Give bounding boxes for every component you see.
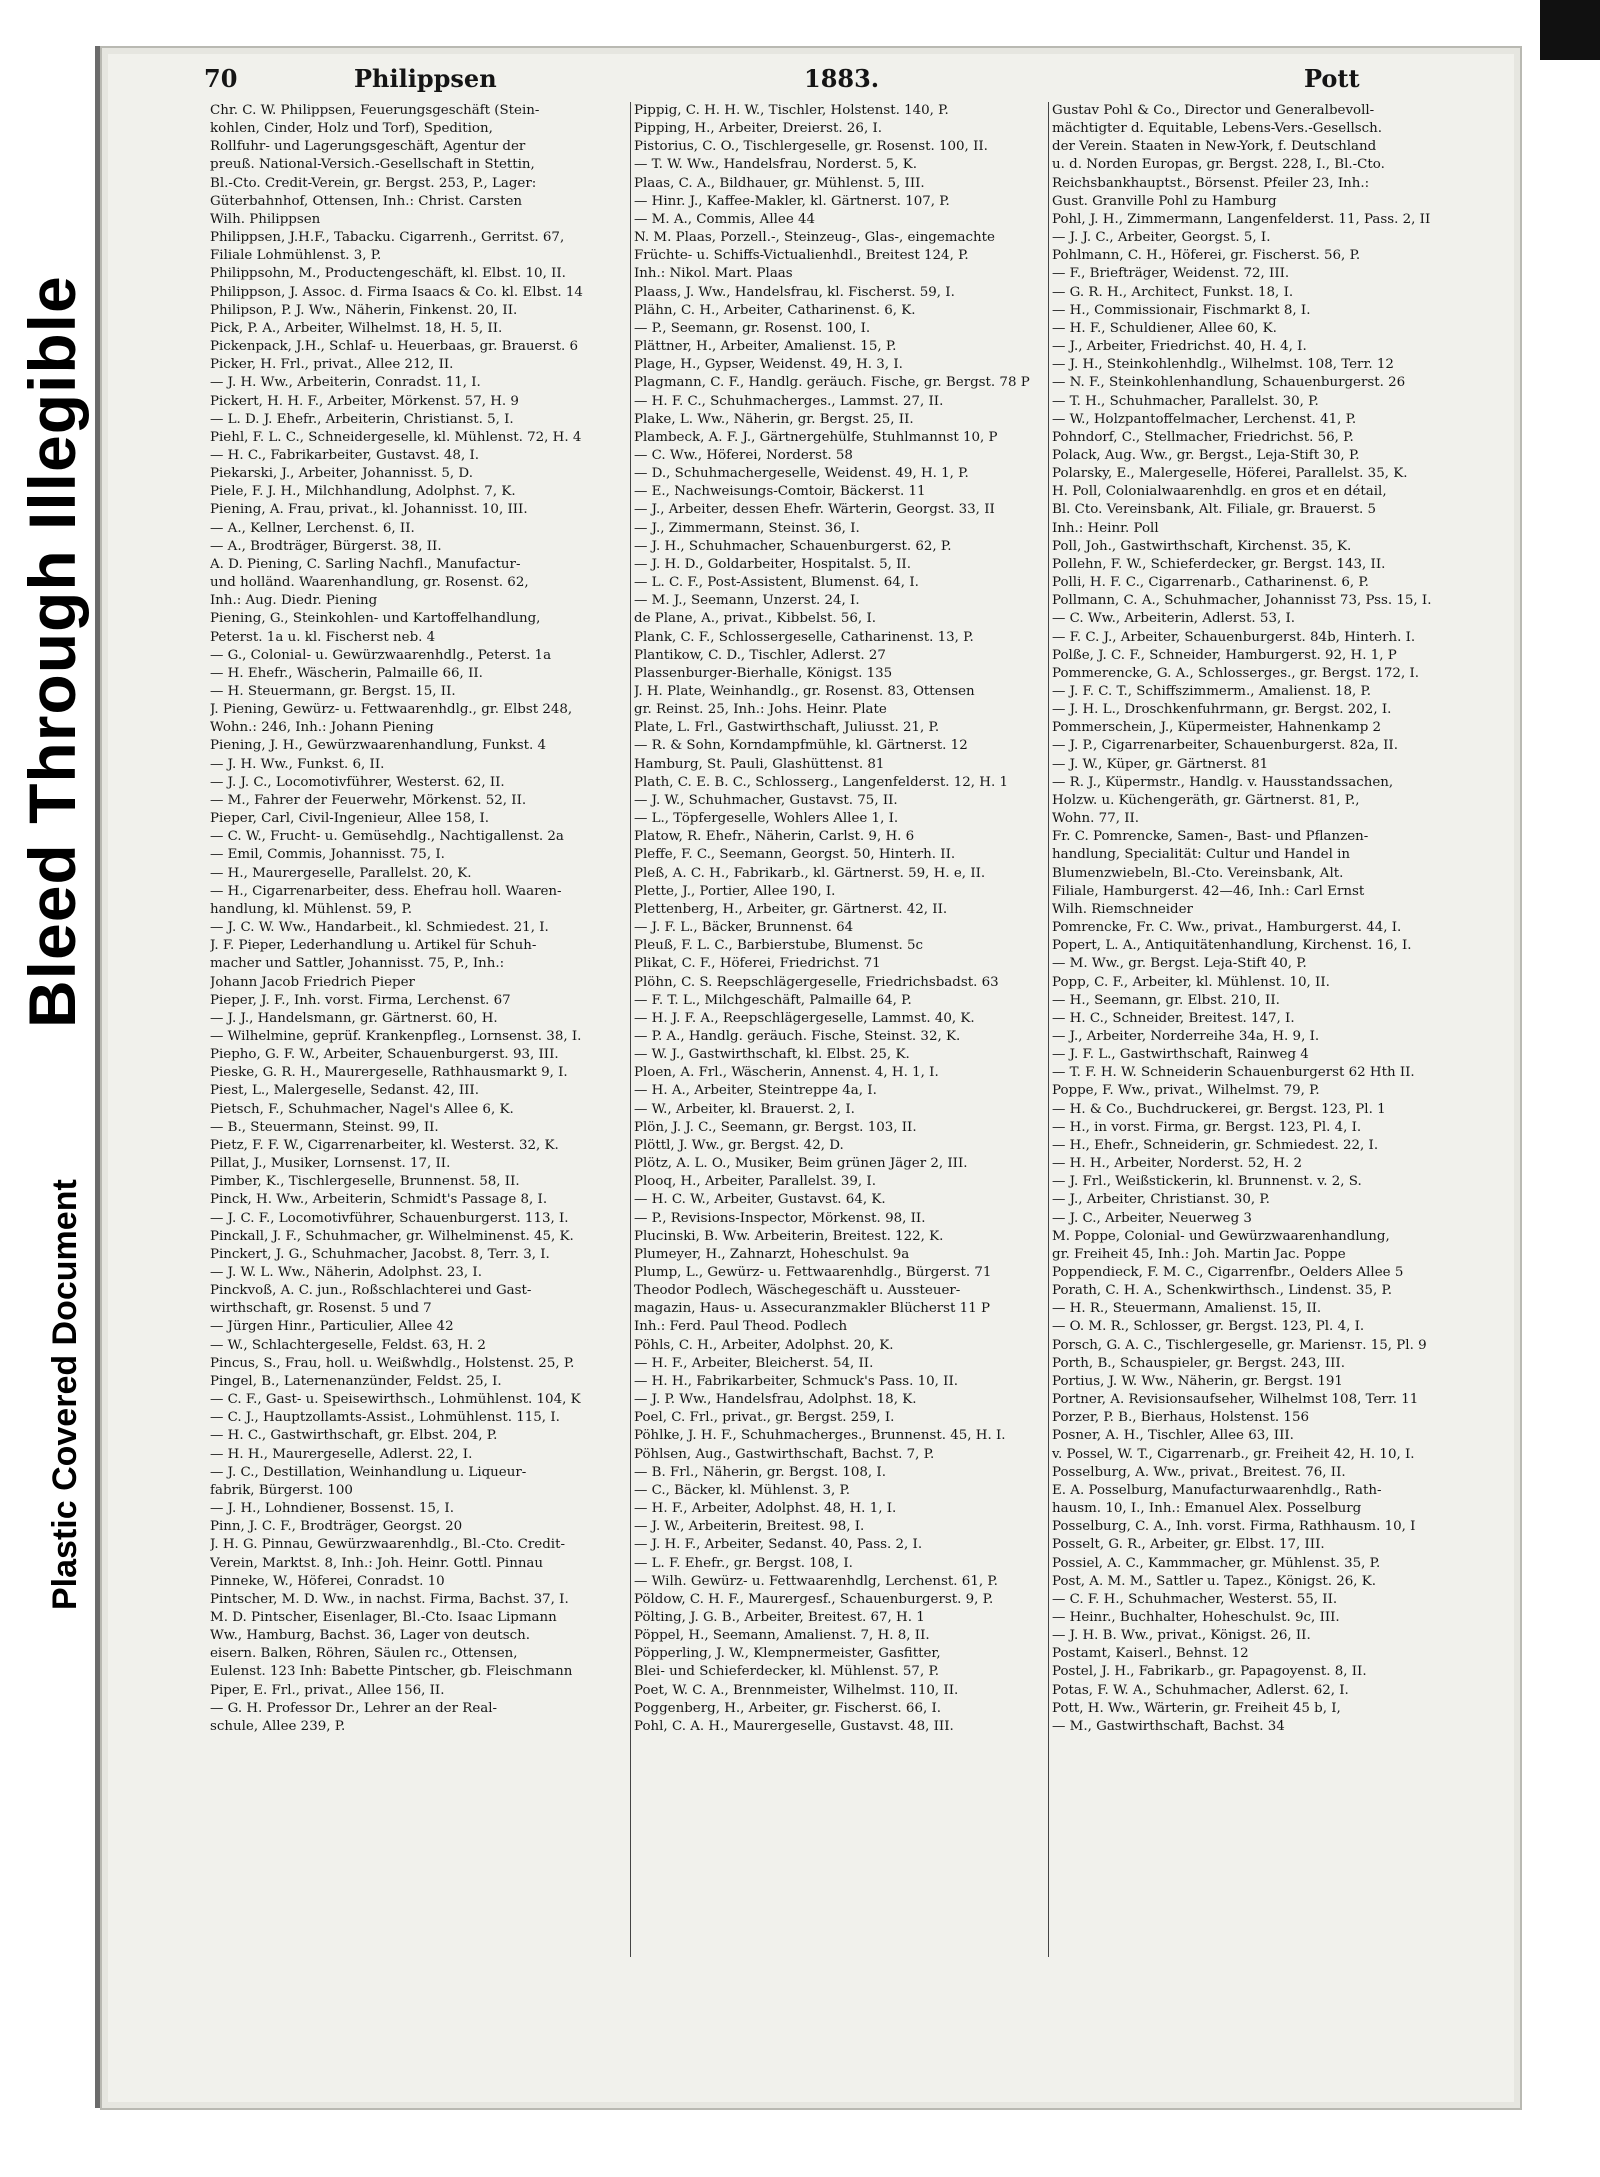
directory-entry-line: — L., Töpfergeselle, Wohlers Allee 1, I.: [634, 811, 899, 827]
directory-entry-line: Pohlmann, C. H., Höferei, gr. Fischerst. 56, P.: [1052, 248, 1361, 264]
directory-entry-line: — H. Ehefr., Wäscherin, Palmaille 66, II.: [210, 665, 483, 681]
directory-entry-line: Blei- und Schieferdecker, kl. Mühlenst. 57, P.: [634, 1664, 940, 1680]
directory-entry-line: A. D. Piening, C. Sarling Nachfl., Manufactur-: [210, 556, 521, 572]
directory-entry-line: — R. J., Küpermstr., Handlg. v. Hausstandssachen,: [1052, 774, 1394, 790]
directory-entry-line: Philipson, P. J. Ww., Näherin, Finkenst. 20, II.: [210, 302, 518, 318]
directory-entry-line: Pinneke, W., Höferei, Conradst. 10: [210, 1573, 445, 1589]
directory-entry-line: Pinckert, J. G., Schuhmacher, Jacobst. 8, Terr. 3, I.: [210, 1246, 550, 1262]
directory-entry-line: M. Poppe, Colonial- und Gewürzwaarenhandlung,: [1052, 1228, 1390, 1244]
directory-entry-line: Pohndorf, C., Stellmacher, Friedrichst. 56, P.: [1052, 429, 1354, 445]
directory-entry-line: — H. J. F. A., Reepschlägergeselle, Lammst. 40, K.: [634, 1010, 975, 1026]
directory-entry-line: — A., Kellner, Lerchenst. 6, II.: [210, 520, 415, 536]
directory-entry-line: Pieper, J. F., Inh. vorst. Firma, Lerchenst. 67: [210, 992, 511, 1008]
directory-entry-line: Inh.: Nikol. Mart. Plaas: [634, 266, 793, 282]
directory-entry-line: Pleß, A. C. H., Fabrikarb., kl. Gärtnerst. 59, H. e, II.: [634, 865, 986, 881]
directory-entry-line: Pöppel, H., Seemann, Amalienst. 7, H. 8, II.: [634, 1628, 930, 1644]
directory-entry-line: Pott, H. Ww., Wärterin, gr. Freiheit 45 b, I,: [1052, 1700, 1341, 1716]
directory-entry-line: — B. Frl., Näherin, gr. Bergst. 108, I.: [634, 1464, 886, 1480]
directory-entry-line: — J., Arbeiter, Christianst. 30, P.: [1052, 1192, 1270, 1208]
directory-entry-line: Polli, H. F. C., Cigarrenarb., Catharinenst. 6, P.: [1052, 575, 1369, 591]
directory-entry-line: — H. H., Fabrikarbeiter, Schmuck's Pass. 10, II.: [634, 1373, 959, 1389]
directory-entry-line: — F., Briefträger, Weidenst. 72, III.: [1052, 266, 1290, 282]
directory-entry-line: — P., Revisions-Inspector, Mörkenst. 98, II.: [634, 1210, 926, 1226]
directory-entry-line: M. D. Pintscher, Eisenlager, Bl.-Cto. Isaac Lipmann: [210, 1609, 557, 1625]
directory-entry-line: Pöhls, C. H., Arbeiter, Adolphst. 20, K.: [634, 1337, 894, 1353]
directory-entry-line: Posner, A. H., Tischler, Allee 63, III.: [1052, 1428, 1294, 1444]
directory-entry-line: Plumeyer, H., Zahnarzt, Hoheschulst. 9a: [634, 1246, 910, 1262]
directory-entry-line: — M., Gastwirthschaft, Bachst. 34: [1052, 1718, 1285, 1734]
directory-entry-line: fabrik, Bürgerst. 100: [210, 1482, 353, 1498]
directory-entry-line: Pölting, J. G. B., Arbeiter, Breitest. 67, H. 1: [634, 1609, 925, 1625]
directory-entry-line: Pippig, C. H. H. W., Tischler, Holstenst. 140, P.: [634, 103, 949, 118]
column-divider: [630, 102, 631, 1957]
directory-entry-line: — J. H. Ww., Arbeiterin, Conradst. 11, I.: [210, 375, 481, 391]
directory-entry-line: Postamt, Kaiserl., Behnst. 12: [1052, 1646, 1249, 1662]
directory-entry-line: Platow, R. Ehefr., Näherin, Carlst. 9, H. 6: [634, 829, 915, 845]
directory-entry-line: — D., Schuhmachergeselle, Weidenst. 49, H. 1, P.: [634, 466, 969, 482]
directory-entry-line: — H. R., Steuermann, Amalienst. 15, II.: [1052, 1301, 1322, 1317]
directory-entry-line: — H., Cigarrenarbeiter, dess. Ehefrau holl. Waaren-: [210, 883, 562, 899]
directory-entry-line: — L. C. F., Post-Assistent, Blumenst. 64, I.: [634, 575, 919, 591]
directory-entry-line: — C. F., Gast- u. Speisewirthsch., Lohmühlenst. 104, K: [210, 1392, 581, 1408]
directory-entry-line: Piest, L., Malergeselle, Sedanst. 42, III.: [210, 1083, 479, 1099]
directory-entry-line: Piper, E. Frl., privat., Allee 156, II.: [210, 1682, 445, 1698]
directory-entry-line: — J. C., Destillation, Weinhandlung u. Liqueur-: [210, 1464, 527, 1480]
directory-entry-line: Bl.-Cto. Credit-Verein, gr. Bergst. 253, P., Lager:: [210, 175, 537, 191]
directory-entry-line: Pinck, H. Ww., Arbeiterin, Schmidt's Passage 8, I.: [210, 1192, 548, 1208]
directory-entry-line: Poppe, F. Ww., privat., Wilhelmst. 79, P.: [1052, 1083, 1320, 1099]
directory-entry-line: Pöldow, C. H. F., Maurergesf., Schauenburgerst. 9, P.: [634, 1591, 994, 1607]
directory-entry-line: Plate, L. Frl., Gastwirthschaft, Juliusst. 21, P.: [634, 720, 940, 736]
directory-entry-line: Chr. C. W. Philippsen, Feuerungsgeschäft (Stein-: [210, 103, 540, 118]
directory-entry-line: Filiale Lohmühlenst. 3, P.: [210, 248, 382, 264]
directory-entry-line: wirthschaft, gr. Rosenst. 5 und 7: [210, 1301, 432, 1317]
directory-entry-line: Plump, L., Gewürz- u. Fettwaarenhdlg., Bürgerst. 71: [634, 1265, 992, 1280]
directory-entry-line: Fr. C. Pomrencke, Samen-, Bast- und Pflanzen-: [1052, 829, 1369, 845]
directory-entry-line: Wohn. 77, II.: [1052, 811, 1140, 827]
directory-entry-line: Pipping, H., Arbeiter, Dreierst. 26, I.: [634, 121, 883, 137]
directory-entry-line: und holländ. Waarenhandlung, gr. Rosenst. 62,: [210, 575, 529, 591]
directory-entry-line: Piepho, G. F. W., Arbeiter, Schauenburgerst. 93, III.: [210, 1047, 559, 1063]
directory-entry-line: — H. F., Schuldiener, Allee 60, K.: [1052, 320, 1277, 336]
directory-entry-line: N. M. Plaas, Porzell.-, Steinzeug-, Glas-, eingemachte: [634, 230, 995, 246]
directory-entry-line: Posselburg, C. A., Inh. vorst. Firma, Rathhausm. 10, I: [1052, 1519, 1416, 1535]
directory-entry-line: Wilh. Philippsen: [210, 211, 321, 227]
directory-entry-line: — H. C. W., Arbeiter, Gustavst. 64, K.: [634, 1192, 886, 1208]
directory-entry-line: — L. F. Ehefr., gr. Bergst. 108, I.: [634, 1555, 853, 1571]
directory-entry-line: Pinckall, J. F., Schuhmacher, gr. Wilhelminenst. 45, K.: [210, 1228, 574, 1244]
directory-entry-line: hausm. 10, I., Inh.: Emanuel Alex. Posselburg: [1052, 1501, 1362, 1517]
directory-entry-line: macher und Sattler, Johannisst. 75, P., Inh.:: [210, 956, 505, 972]
directory-entry-line: Plagmann, C. F., Handlg. geräuch. Fische, gr. Bergst. 78 P: [634, 375, 1030, 391]
directory-entry-line: Ww., Hamburg, Bachst. 36, Lager von deutsch.: [210, 1628, 531, 1644]
directory-entry-line: Eulenst. 123 Inh: Babette Pintscher, gb. Fleischmann: [210, 1664, 573, 1680]
directory-entry-line: Poll, Joh., Gastwirthschaft, Kirchenst. 35, K.: [1052, 538, 1352, 554]
directory-entry-line: Philippsen, J.H.F., Tabacku. Cigarrenh., Gerritst. 67,: [210, 230, 565, 246]
directory-entry-line: Pietsch, F., Schuhmacher, Nagel's Allee 6, K.: [210, 1101, 514, 1117]
directory-entry-line: Porsch, G. A. C., Tischlergeselle, gr. Mariensт. 15, Pl. 9: [1052, 1337, 1427, 1353]
directory-entry-line: u. d. Norden Europas, gr. Bergst. 228, I., Bl.-Cto.: [1052, 157, 1385, 173]
directory-entry-line: — R. & Sohn, Korndampfmühle, kl. Gärtnerst. 12: [634, 738, 968, 754]
directory-entry-line: v. Possel, W. T., Cigarrenarb., gr. Freiheit 42, H. 10, I.: [1052, 1446, 1415, 1462]
directory-entry-line: Plooq, H., Arbeiter, Parallelst. 39, I.: [634, 1174, 876, 1190]
directory-entry-line: Pickenpack, J.H., Schlaf- u. Heuerbaas, gr. Brauerst. 6: [210, 339, 579, 355]
directory-entry-line: Poel, C. Frl., privat., gr. Bergst. 259, I.: [634, 1410, 895, 1426]
directory-entry-line: Holzw. u. Küchengeräth, gr. Gärtnerst. 81, P.,: [1052, 792, 1360, 808]
directory-entry-line: Pommerencke, G. A., Schlosserges., gr. Bergst. 172, I.: [1052, 665, 1420, 681]
directory-entry-line: Pommerschein, J., Küpermeister, Hahnenkamp 2: [1052, 720, 1382, 736]
directory-entry-line: — W., Schlachtergeselle, Feldst. 63, H. 2: [210, 1337, 486, 1353]
directory-entry-line: E. A. Posselburg, Manufacturwaarenhdlg., Rath-: [1052, 1482, 1382, 1498]
directory-entry-line: — B., Steuermann, Steinst. 99, II.: [210, 1119, 439, 1135]
directory-entry-line: — J. H. Ww., Funkst. 6, II.: [210, 756, 385, 772]
directory-entry-line: — C. Ww., Arbeiterin, Adlerst. 53, I.: [1052, 611, 1296, 627]
directory-entry-line: Popert, L. A., Antiquitätenhandlung, Kirchenst. 16, I.: [1052, 938, 1412, 954]
directory-entry-line: — H. & Co., Buchdruckerei, gr. Bergst. 123, Pl. 1: [1052, 1101, 1386, 1117]
directory-entry-line: — G. R. H., Architect, Funkst. 18, I.: [1052, 284, 1294, 300]
directory-column-1: [210, 102, 628, 1736]
directory-entry-line: Hamburg, St. Pauli, Glashüttenst. 81: [634, 756, 885, 772]
directory-entry-line: J. H. Plate, Weinhandlg., gr. Rosenst. 83, Ottensen: [634, 684, 975, 699]
directory-entry-line: Plassenburger-Bierhalle, Königst. 135: [634, 665, 893, 681]
directory-entry-line: — W. J., Gastwirthschaft, kl. Elbst. 25, K.: [634, 1047, 910, 1063]
directory-entry-line: Pohl, J. H., Zimmermann, Langenfelderst. 11, Pass. 2, II: [1052, 211, 1431, 227]
directory-entry-line: Plette, J., Portier, Allee 190, I.: [634, 883, 836, 899]
directory-entry-line: Pieper, Carl, Civil-Ingenieur, Allee 158, I.: [210, 811, 490, 827]
directory-entry-line: — J. J., Handelsmann, gr. Gärtnerst. 60, H.: [210, 1010, 498, 1026]
directory-entry-line: Piele, F. J. H., Milchhandlung, Adolphst. 7, K.: [210, 484, 516, 500]
directory-entry-line: — W., Holzpantoffelmacher, Lerchenst. 41, P.: [1052, 411, 1357, 427]
directory-entry-line: preuß. National-Versich.-Gesellschaft in Stettin,: [210, 157, 535, 173]
directory-entry-line: — C. W., Frucht- u. Gemüsehdlg., Nachtigallenst. 2a: [210, 829, 564, 845]
directory-column-3: [1052, 102, 1472, 1736]
directory-entry-line: Piening, A. Frau, privat., kl. Johannisst. 10, III.: [210, 502, 528, 518]
directory-entry-line: — H. A., Arbeiter, Steintreppe 4a, I.: [634, 1083, 877, 1099]
directory-entry-line: — J. J. C., Locomotivführer, Westerst. 62, II.: [210, 774, 505, 790]
directory-entry-line: Wohn.: 246, Inh.: Johann Piening: [210, 720, 434, 736]
directory-entry-line: Philippsohn, M., Productengeschäft, kl. Elbst. 10, II.: [210, 266, 566, 282]
plastic-covered-stamp: Plastic Covered Document: [46, 1179, 84, 1610]
directory-entry-line: — Wilh. Gewürz- u. Fettwaarenhdlg, Lerchenst. 61, P.: [634, 1573, 998, 1589]
directory-entry-line: Plikat, C. F., Höferei, Friedrichst. 71: [634, 956, 881, 972]
directory-entry-line: — H. C., Fabrikarbeiter, Gustavst. 48, I.: [210, 447, 480, 463]
directory-entry-line: Filiale, Hamburgerst. 42—46, Inh.: Carl Ernst: [1052, 883, 1365, 899]
directory-entry-line: Plöhn, C. S. Reepschlägergeselle, Friedrichsbadst. 63: [634, 974, 999, 990]
directory-entry-line: — T. H., Schuhmacher, Parallelst. 30, P.: [1052, 393, 1319, 409]
directory-entry-line: Potas, F. W. A., Schuhmacher, Adlerst. 62, I.: [1052, 1682, 1349, 1698]
directory-entry-line: Pollehn, F. W., Schieferdecker, gr. Bergst. 143, II.: [1052, 556, 1386, 572]
directory-entry-line: Gust. Granville Pohl zu Hamburg: [1052, 193, 1277, 209]
directory-entry-line: Plaas, C. A., Bildhauer, gr. Mühlenst. 5, III.: [634, 175, 925, 191]
directory-entry-line: Plättner, H., Arbeiter, Amalienst. 15, P.: [634, 339, 897, 355]
directory-entry-line: — J. W., Arbeiterin, Breitest. 98, I.: [634, 1519, 865, 1535]
directory-entry-line: Plage, H., Gypser, Weidenst. 49, H. 3, I.: [634, 357, 903, 373]
directory-entry-line: Plath, C. E. B. C., Schlosserg., Langenfelderst. 12, H. 1: [634, 774, 1009, 790]
directory-entry-line: — H., Seemann, gr. Elbst. 210, II.: [1052, 992, 1280, 1008]
directory-entry-line: — J. F. L., Bäcker, Brunnenst. 64: [634, 920, 854, 936]
directory-entry-line: J. H. G. Pinnau, Gewürzwaarenhdlg., Bl.-Cto. Credit-: [210, 1537, 565, 1553]
directory-entry-line: — N. F., Steinkohlenhandlung, Schauenburgerst. 26: [1052, 375, 1406, 391]
directory-entry-line: Pöhlke, J. H. F., Schuhmacherges., Brunnenst. 45, H. I.: [634, 1428, 1006, 1444]
directory-entry-line: de Plane, A., privat., Kibbelst. 56, I.: [634, 611, 876, 627]
directory-entry-line: — W., Arbeiter, kl. Brauerst. 2, I.: [634, 1101, 855, 1117]
directory-entry-line: — H., Ehefr., Schneiderin, gr. Schmiedest. 22, I.: [1052, 1137, 1379, 1153]
directory-entry-line: — M. Ww., gr. Bergst. Leja-Stift 40, P.: [1052, 956, 1307, 972]
directory-entry-line: Pohl, C. A. H., Maurergeselle, Gustavst. 48, III.: [634, 1718, 954, 1734]
directory-entry-line: Wilh. Riemschneider: [1052, 901, 1193, 917]
directory-entry-line: Possiel, A. C., Kammmacher, gr. Mühlenst. 35, P.: [1052, 1555, 1381, 1571]
header-year: 1883.: [804, 64, 880, 93]
directory-entry-line: Pingel, B., Laternenanzünder, Feldst. 25, I.: [210, 1373, 502, 1389]
directory-entry-line: Johann Jacob Friedrich Pieper: [210, 974, 415, 990]
directory-entry-line: Inh.: Ferd. Paul Theod. Podlech: [634, 1319, 848, 1335]
directory-entry-line: kohlen, Cinder, Holz und Torf), Spedition,: [210, 121, 493, 137]
directory-entry-line: Piehl, F. L. C., Schneidergeselle, kl. Mühlenst. 72, H. 4: [210, 429, 582, 445]
directory-entry-line: — J. H., Schuhmacher, Schauenburgerst. 62, P.: [634, 538, 952, 554]
directory-entry-line: Plötz, A. L. O., Musiker, Beim grünen Jäger 2, III.: [634, 1156, 968, 1172]
directory-entry-line: Pollmann, C. A., Schuhmacher, Johannisst 73, Pss. 15, I.: [1052, 593, 1432, 609]
directory-entry-line: Pick, P. A., Arbeiter, Wilhelmst. 18, H. 5, II.: [210, 320, 503, 336]
directory-entry-line: Plettenberg, H., Arbeiter, gr. Gärtnerst. 42, II.: [634, 901, 948, 917]
bleed-through-stamp: Bleed Through Illegible: [15, 275, 89, 1028]
directory-entry-line: Portner, A. Revisionsaufseher, Wilhelmst 108, Terr. 11: [1052, 1392, 1419, 1408]
directory-entry-line: — H., Maurergeselle, Parallelst. 20, K.: [210, 865, 472, 881]
directory-entry-line: Pimber, K., Tischlergeselle, Brunnenst. 58, II.: [210, 1174, 520, 1190]
directory-entry-line: Plake, L. Ww., Näherin, gr. Bergst. 25, II.: [634, 411, 914, 427]
directory-entry-line: — M. J., Seemann, Unzerst. 24, I.: [634, 593, 860, 609]
directory-entry-line: Pintscher, M. D. Ww., in nachst. Firma, Bachst. 37, I.: [210, 1591, 569, 1607]
directory-entry-line: eisern. Balken, Röhren, Säulen rc., Ottensen,: [210, 1646, 518, 1662]
directory-entry-line: — F. T. L., Milchgeschäft, Palmaille 64, P.: [634, 992, 912, 1008]
directory-entry-line: — J., Arbeiter, Friedrichst. 40, H. 4, I.: [1052, 339, 1307, 355]
directory-entry-line: Bl. Cto. Vereinsbank, Alt. Filiale, gr. Brauerst. 5: [1052, 502, 1377, 518]
directory-entry-line: Plähn, C. H., Arbeiter, Catharinenst. 6, K.: [634, 302, 916, 318]
directory-entry-line: mächtigter d. Equitable, Lebens-Vers.-Gesellsch.: [1052, 121, 1383, 137]
directory-entry-line: Pincus, S., Frau, holl. u. Weißwhdlg., Holstenst. 25, P.: [210, 1355, 575, 1371]
directory-entry-line: — J. H., Steinkohlenhdlg., Wilhelmst. 108, Terr. 12: [1052, 357, 1394, 373]
directory-entry-line: — H. Steuermann, gr. Bergst. 15, II.: [210, 684, 456, 699]
directory-entry-line: — Heinr., Buchhalter, Hoheschulst. 9c, III.: [1052, 1609, 1340, 1625]
directory-entry-line: — J. F. L., Gastwirthschaft, Rainweg 4: [1052, 1047, 1309, 1063]
directory-entry-line: Popp, C. F., Arbeiter, kl. Mühlenst. 10, II.: [1052, 974, 1330, 990]
directory-entry-line: — Emil, Commis, Johannisst. 75, I.: [210, 847, 445, 863]
directory-entry-line: Plöttl, J. Ww., gr. Bergst. 42, D.: [634, 1137, 844, 1153]
directory-entry-line: — H. C., Schneider, Breitest. 147, I.: [1052, 1010, 1295, 1026]
directory-entry-line: — J. C. F., Locomotivführer, Schauenburgerst. 113, I.: [210, 1210, 569, 1226]
directory-entry-line: — F. C. J., Arbeiter, Schauenburgerst. 84b, Hinterh. I.: [1052, 629, 1416, 645]
directory-entry-line: — Jürgen Hinr., Particulier, Allee 42: [210, 1319, 454, 1335]
directory-entry-line: Polße, J. C. F., Schneider, Hamburgerst. 92, H. 1, P: [1052, 647, 1397, 663]
corner-mark: [1540, 0, 1600, 60]
directory-entry-line: Posselburg, A. Ww., privat., Breitest. 76, II.: [1052, 1464, 1346, 1480]
directory-entry-line: — H. F., Arbeiter, Bleicherst. 54, II.: [634, 1355, 874, 1371]
directory-entry-line: — C., Bäcker, kl. Mühlenst. 3, P.: [634, 1482, 851, 1498]
directory-entry-line: Pinn, J. C. F., Brodträger, Georgst. 20: [210, 1519, 463, 1535]
directory-entry-line: — J. F. C. T., Schiffszimmerm., Amalienst. 18, P.: [1052, 684, 1372, 699]
directory-entry-line: Rollfuhr- und Lagerungsgeschäft, Agentur der: [210, 139, 526, 155]
directory-entry-line: Porzer, P. B., Bierhaus, Holstenst. 156: [1052, 1410, 1309, 1426]
directory-entry-line: Blumenzwiebeln, Bl.-Cto. Vereinsbank, Alt.: [1052, 865, 1344, 881]
directory-entry-line: gr. Reinst. 25, Inh.: Johs. Heinr. Plate: [634, 702, 887, 718]
directory-entry-line: — J. J. C., Arbeiter, Georgst. 5, I.: [1052, 230, 1271, 246]
directory-entry-line: — J. H. B. Ww., privat., Königst. 26, II.: [1052, 1628, 1311, 1644]
directory-entry-line: — J. C., Arbeiter, Neuerweg 3: [1052, 1210, 1252, 1226]
directory-entry-line: Poet, W. C. A., Brennmeister, Wilhelmst. 110, II.: [634, 1682, 959, 1698]
directory-entry-line: Posselt, G. R., Arbeiter, gr. Elbst. 17, III.: [1052, 1537, 1325, 1553]
directory-entry-line: Pickert, H. H. F., Arbeiter, Mörkenst. 57, H. 9: [210, 393, 519, 409]
directory-entry-line: — O. M. R., Schlosser, gr. Bergst. 123, Pl. 4, I.: [1052, 1319, 1365, 1335]
directory-entry-line: Poggenberg, H., Arbeiter, gr. Fischerst. 66, I.: [634, 1700, 942, 1716]
directory-entry-line: Pietz, F. F. W., Cigarrenarbeiter, kl. Westerst. 32, K.: [210, 1137, 559, 1153]
page-header: [104, 64, 1516, 98]
directory-entry-line: — J., Zimmermann, Steinst. 36, I.: [634, 520, 860, 536]
directory-entry-line: Früchte- u. Schiffs-Victualienhdl., Breitest 124, P.: [634, 248, 969, 264]
directory-entry-line: handlung, kl. Mühlenst. 59, P.: [210, 901, 412, 917]
directory-entry-line: — G. H. Professor Dr., Lehrer an der Real-: [210, 1700, 498, 1716]
directory-entry-line: Pistorius, C. O., Tischlergeselle, gr. Rosenst. 100, II.: [634, 139, 988, 155]
directory-entry-line: Inh.: Aug. Diedr. Piening: [210, 593, 378, 609]
directory-entry-line: Piening, J. H., Gewürzwaarenhandlung, Funkst. 4: [210, 738, 547, 754]
directory-entry-line: — H. H., Arbeiter, Norderst. 52, H. 2: [1052, 1156, 1302, 1172]
directory-entry-line: Plantikow, C. D., Tischler, Adlerst. 27: [634, 647, 886, 663]
page-number: 70: [204, 64, 238, 93]
directory-entry-line: J. F. Pieper, Lederhandlung u. Artikel für Schuh-: [210, 938, 537, 954]
directory-entry-line: — J. H., Lohndiener, Bossenst. 15, I.: [210, 1501, 454, 1517]
directory-entry-line: Portius, J. W. Ww., Näherin, gr. Bergst. 191: [1052, 1373, 1343, 1389]
directory-entry-line: magazin, Haus- u. Assecuranzmakler Blücherst 11 P: [634, 1301, 990, 1317]
directory-entry-line: — J., Arbeiter, dessen Ehefr. Wärterin, Georgst. 33, II: [634, 502, 995, 518]
directory-entry-line: — L. D. J. Ehefr., Arbeiterin, Christianst. 5, I.: [210, 411, 514, 427]
directory-entry-line: — J. W., Küper, gr. Gärtnerst. 81: [1052, 756, 1269, 772]
directory-entry-line: Porth, B., Schauspieler, gr. Bergst. 243, III.: [1052, 1355, 1345, 1371]
directory-entry-line: — J. P. Ww., Handelsfrau, Adolphst. 18, K.: [634, 1392, 917, 1408]
directory-entry-line: — J. P., Cigarrenarbeiter, Schauenburgerst. 82a, II.: [1052, 738, 1398, 754]
directory-entry-line: Pöhlsen, Aug., Gastwirthschaft, Bachst. 7, P.: [634, 1446, 935, 1462]
directory-entry-line: — J. W. L. Ww., Näherin, Adolphst. 23, I.: [210, 1265, 482, 1280]
directory-entry-line: Plambeck, A. F. J., Gärtnergehülfe, Stuhlmannst 10, P: [634, 429, 998, 445]
directory-entry-line: — M. A., Commis, Allee 44: [634, 211, 816, 227]
directory-entry-line: — H., Commissionair, Fischmarkt 8, I.: [1052, 302, 1311, 318]
directory-entry-line: Plaass, J. Ww., Handelsfrau, kl. Fischerst. 59, I.: [634, 284, 955, 300]
directory-entry-line: Post, A. M. M., Sattler u. Tapez., Königst. 26, K.: [1052, 1573, 1377, 1589]
directory-entry-line: Postel, J. H., Fabrikarb., gr. Papagoyenst. 8, II.: [1052, 1664, 1367, 1680]
directory-entry-line: Poppendieck, F. M. C., Cigarrenfbr., Oelders Allee 5: [1052, 1265, 1404, 1280]
directory-entry-line: Porath, C. H. A., Schenkwirthsch., Lindenst. 35, P.: [1052, 1283, 1393, 1299]
directory-entry-line: — Wilhelmine, geprüf. Krankenpfleg., Lornsenst. 38, I.: [210, 1028, 582, 1044]
directory-entry-line: Pillat, J., Musiker, Lornsenst. 17, II.: [210, 1156, 451, 1172]
directory-entry-line: Peterst. 1a u. kl. Fischerst neb. 4: [210, 629, 436, 645]
header-first-entry: Philippsen: [354, 64, 497, 93]
directory-entry-line: — J. W., Schuhmacher, Gustavst. 75, II.: [634, 792, 898, 808]
directory-entry-line: Reichsbankhauptst., Börsenst. Pfeiler 23, Inh.:: [1052, 175, 1370, 191]
directory-entry-line: Theodor Podlech, Wäschegeschäft u. Aussteuer-: [634, 1283, 961, 1299]
directory-entry-line: — H. F. C., Schuhmacherges., Lammst. 27, II.: [634, 393, 944, 409]
directory-entry-line: Pomrencke, Fr. C. Ww., privat., Hamburgerst. 44, I.: [1052, 920, 1402, 936]
directory-entry-line: — H., in vorst. Firma, gr. Bergst. 123, Pl. 4, I.: [1052, 1119, 1362, 1135]
directory-entry-line: Philippson, J. Assoc. d. Firma Isaacs & Co. kl. Elbst. 14: [210, 284, 583, 300]
directory-entry-line: Gustav Pohl & Co., Director und Generalbevoll-: [1052, 103, 1375, 118]
directory-entry-line: Plucinski, B. Ww. Arbeiterin, Breitest. 122, K.: [634, 1228, 944, 1244]
directory-entry-line: — C. Ww., Höferei, Norderst. 58: [634, 447, 853, 463]
directory-entry-line: J. Piening, Gewürz- u. Fettwaarenhdlg., gr. Elbst 248,: [210, 702, 573, 718]
directory-entry-line: — J. H. D., Goldarbeiter, Hospitalst. 5, II.: [634, 556, 911, 572]
directory-entry-line: Ploen, A. Frl., Wäscherin, Annenst. 4, H. 1, I.: [634, 1065, 939, 1081]
directory-entry-line: Pöpperling, J. W., Klempnermeister, Gasfitter,: [634, 1646, 941, 1662]
directory-entry-line: — J., Arbeiter, Norderreihe 34a, H. 9, I.: [1052, 1028, 1320, 1044]
directory-entry-line: — E., Nachweisungs-Comtoir, Bäckerst. 11: [634, 484, 926, 500]
directory-entry-line: — Hinr. J., Kaffee-Makler, kl. Gärtnerst. 107, P.: [634, 193, 950, 209]
directory-entry-line: — C. J., Hauptzollamts-Assist., Lohmühlenst. 115, I.: [210, 1410, 560, 1426]
directory-entry-line: handlung, Specialität: Cultur und Handel in: [1052, 847, 1351, 863]
directory-entry-line: Pleffe, F. C., Seemann, Georgst. 50, Hinterh. II.: [634, 847, 956, 863]
directory-entry-line: H. Poll, Colonialwaarenhdlg. en gros et en détail,: [1052, 484, 1387, 500]
directory-entry-line: schule, Allee 239, P.: [210, 1718, 346, 1734]
directory-entry-line: — H. F., Arbeiter, Adolphst. 48, H. 1, I.: [634, 1501, 897, 1517]
directory-entry-line: — M., Fahrer der Feuerwehr, Mörkenst. 52, II.: [210, 792, 527, 808]
directory-entry-line: Piening, G., Steinkohlen- und Kartoffelhandlung,: [210, 611, 541, 627]
directory-entry-line: Inh.: Heinr. Poll: [1052, 520, 1159, 536]
directory-entry-line: — T. W. Ww., Handelsfrau, Norderst. 5, K.: [634, 157, 918, 173]
directory-entry-line: — C. F. H., Schuhmacher, Westerst. 55, II.: [1052, 1591, 1338, 1607]
directory-entry-line: — J. Frl., Weißstickerin, kl. Brunnenst. v. 2, S.: [1052, 1174, 1362, 1190]
directory-entry-line: — J. H. L., Droschkenfuhrmann, gr. Bergst. 202, I.: [1052, 702, 1392, 718]
directory-entry-line: — J. C. W. Ww., Handarbeit., kl. Schmiedest. 21, I.: [210, 920, 549, 936]
directory-entry-line: Picker, H. Frl., privat., Allee 212, II.: [210, 357, 454, 373]
directory-entry-line: — G., Colonial- u. Gewürzwaarenhdlg., Peterst. 1a: [210, 647, 552, 663]
directory-entry-line: — H. H., Maurergeselle, Adlerst. 22, I.: [210, 1446, 473, 1462]
directory-entry-line: Piekarski, J., Arbeiter, Johannisst. 5, D.: [210, 466, 473, 482]
header-last-entry: Pott: [1304, 64, 1360, 93]
directory-entry-line: — J. H. F., Arbeiter, Sedanst. 40, Pass. 2, I.: [634, 1537, 923, 1553]
directory-entry-line: gr. Freiheit 45, Inh.: Joh. Martin Jac. Poppe: [1052, 1246, 1346, 1262]
directory-entry-line: Pieske, G. R. H., Maurergeselle, Rathhausmarkt 9, I.: [210, 1065, 568, 1081]
directory-entry-line: — A., Brodträger, Bürgerst. 38, II.: [210, 538, 442, 554]
directory-entry-line: der Verein. Staaten in New-York, f. Deutschland: [1052, 139, 1377, 155]
directory-entry-line: — P. A., Handlg. geräuch. Fische, Steinst. 32, K.: [634, 1028, 961, 1044]
directory-entry-line: — P., Seemann, gr. Rosenst. 100, I.: [634, 320, 871, 336]
directory-entry-line: Plön, J. J. C., Seemann, gr. Bergst. 103, II.: [634, 1119, 917, 1135]
directory-entry-line: Güterbahnhof, Ottensen, Inh.: Christ. Carsten: [210, 193, 523, 209]
directory-entry-line: Pleuß, F. L. C., Barbierstube, Blumenst. 5c: [634, 938, 924, 954]
directory-entry-line: Polack, Aug. Ww., gr. Bergst., Leja-Stift 30, P.: [1052, 447, 1360, 463]
directory-column-2: [634, 102, 1052, 1736]
directory-entry-line: Plank, C. F., Schlossergeselle, Catharinenst. 13, P.: [634, 629, 974, 645]
directory-entry-line: Polarsky, E., Malergeselle, Höferei, Parallelst. 35, K.: [1052, 466, 1408, 482]
directory-entry-line: Pinckvoß, A. C. jun., Roßschlachterei und Gast-: [210, 1283, 532, 1299]
directory-entry-line: — H. C., Gastwirthschaft, gr. Elbst. 204, P.: [210, 1428, 498, 1444]
directory-entry-line: Verein, Marktst. 8, Inh.: Joh. Heinr. Gottl. Pinnau: [210, 1555, 544, 1571]
directory-entry-line: — T. F. H. W. Schneiderin Schauenburgerst 62 Hth II.: [1052, 1065, 1415, 1081]
